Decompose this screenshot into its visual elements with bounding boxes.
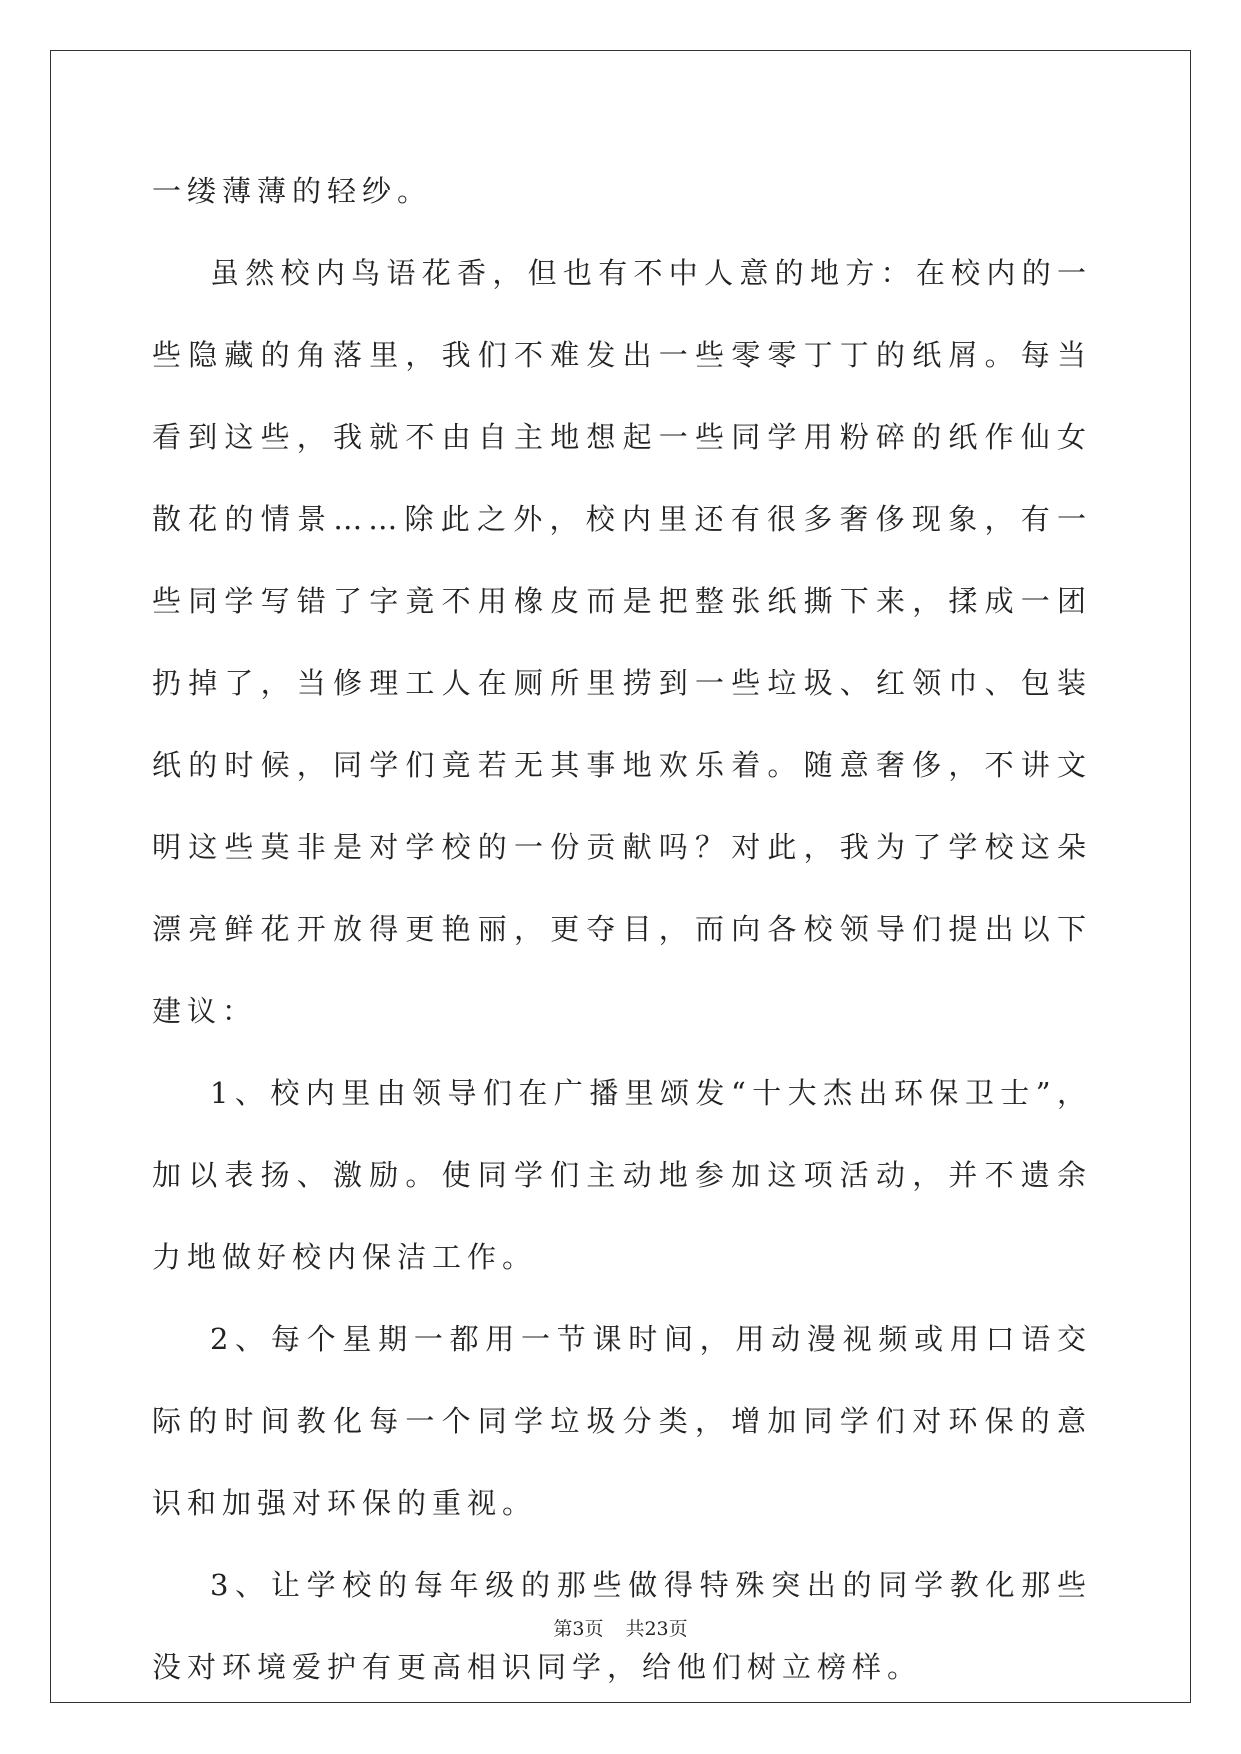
document-body <box>152 150 1092 1708</box>
paragraph: 一缕薄薄的轻纱。 <box>152 174 433 208</box>
page-number-current: 第3页 <box>553 1618 604 1640</box>
paragraph: 2、每个星期一都用一节课时间，用动漫视频或用口语交际的时间教化每一个同学垃圾分类，增加同学们对环保的意识和加强对环保的重视。 <box>152 1322 1092 1520</box>
page-number-total: 共23页 <box>625 1618 688 1640</box>
paragraph: 虽然校内鸟语花香，但也有不中人意的地方：在校内的一些隐藏的角落里，我们不难发出一些零零丁丁的纸屑。每当看到这些，我就不由自主地想起一些同学用粉碎的纸作仙女散花的情景……除此之外，校内里还有很多奢侈现象，有一些同学写错了字竟不用橡皮而是把整张纸撕下来，揉成一团扔掉了，当修理工人在厕所里捞到一些垃圾、红领巾、包装纸的时候，同学们竟若无其事地欢乐着。随意奢侈，不讲文明这些莫非是对学校的一份贡献吗？对此，我为了学校这朵漂亮鲜花开放得更艳丽，更夺目，而向各校领导们提出以下建议： <box>152 256 1092 1028</box>
paragraph: 1、校内里由领导们在广播里颂发“十大杰出环保卫士”，加以表扬、激励。使同学们主动地参加这项活动，并不遗余力地做好校内保洁工作。 <box>152 1076 1092 1274</box>
paragraph: 3、让学校的每年级的那些做得特殊突出的同学教化那些没对环境爱护有更高相识同学，给他们树立榜样。 <box>152 1568 1092 1684</box>
page-footer <box>0 1614 1241 1641</box>
